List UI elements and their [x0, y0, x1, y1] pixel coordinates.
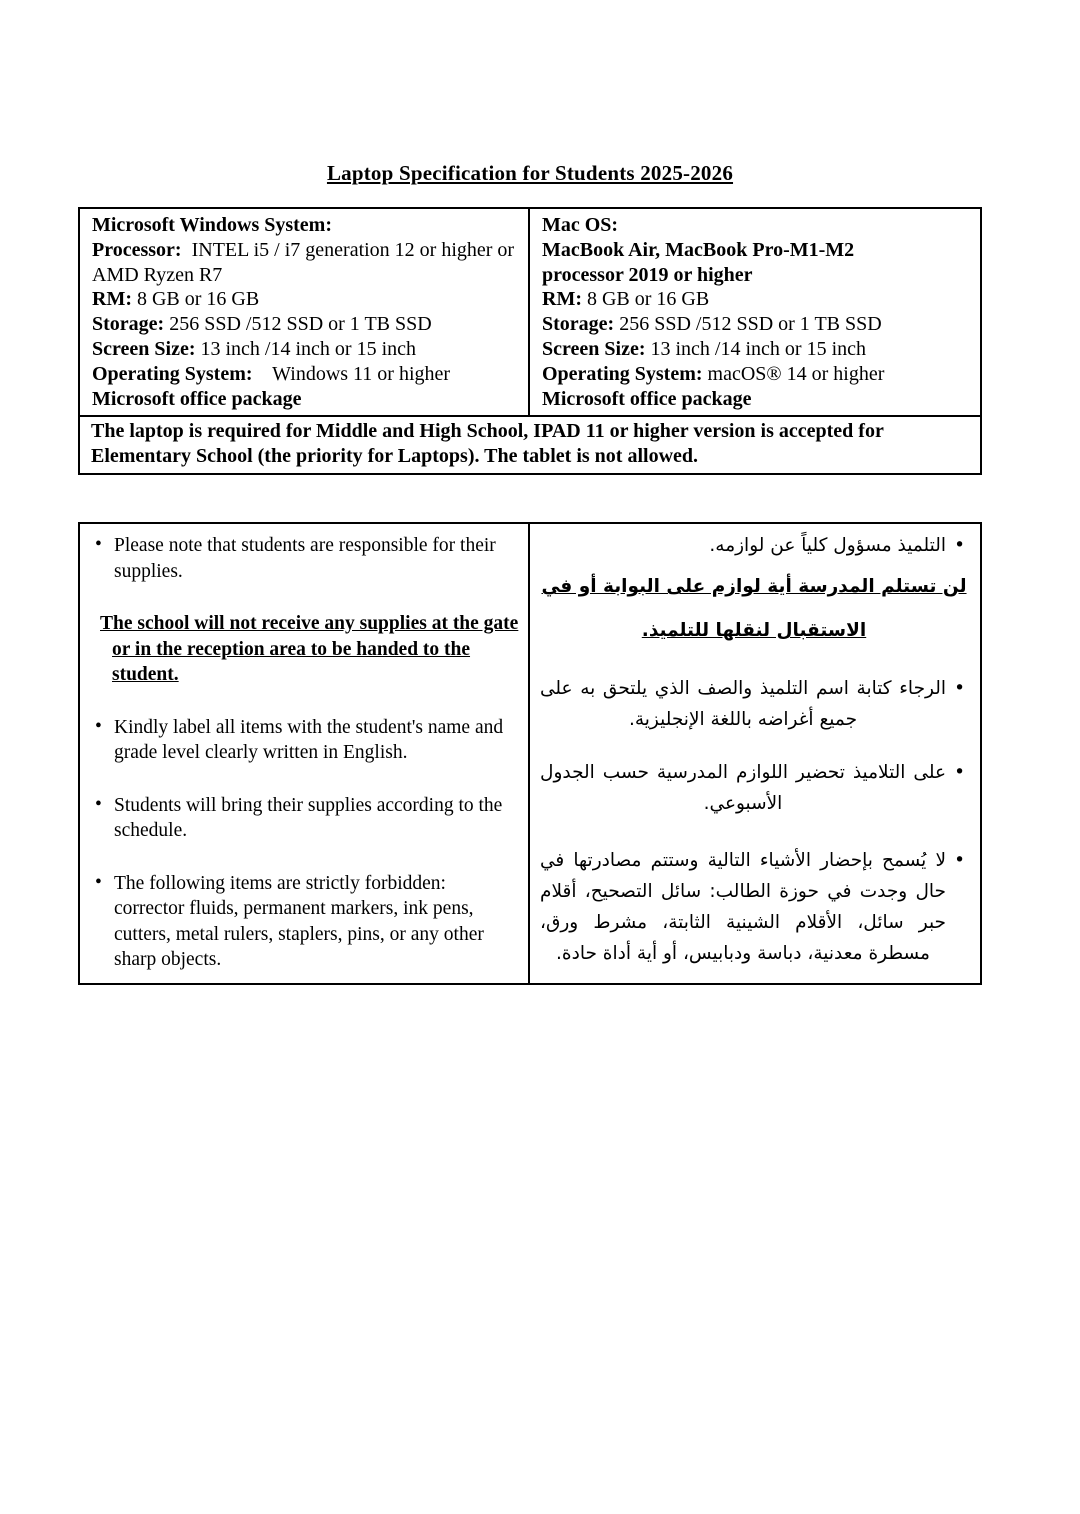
spec-table	[78, 207, 982, 475]
mac-screen-size: Screen Size: 13 inch /14 inch or 15 inch	[542, 337, 867, 360]
windows-ram: RM: 8 GB or 16 GB	[92, 288, 260, 311]
mac-storage: Storage: 256 SSD /512 SSD or 1 TB SSD	[542, 313, 882, 336]
windows-screen-size: Screen Size: 13 inch /14 inch or 15 inch	[92, 337, 417, 360]
windows-heading: Microsoft Windows System:	[92, 214, 332, 236]
spec-cell-windows	[80, 209, 530, 415]
rule-ar-warning: لن تستلم المدرسة أية لوازم على البوابة أو في الاستقبال لنقلها للتلميذ.	[541, 576, 967, 642]
bullet-icon: •	[954, 678, 965, 700]
bullet-icon: •	[954, 535, 965, 557]
mac-ram: RM: 8 GB or 16 GB	[542, 288, 710, 311]
mac-office: Microsoft office package	[542, 387, 752, 410]
rule-ar-label-items: • الرجاء كتابة اسم التلميذ والصف الذي يلتحق به على جميع أغراضه باللغة الإنجليزية.	[540, 673, 968, 735]
spec-table-row	[80, 209, 980, 415]
bullet-icon: •	[95, 715, 102, 737]
rule-en-responsible: • Please note that students are responsible for their supplies.	[95, 534, 496, 582]
bullet-icon: •	[95, 534, 102, 556]
windows-storage: Storage: 256 SSD /512 SSD or 1 TB SSD	[92, 313, 432, 336]
rules-table	[78, 522, 982, 985]
bullet-icon: •	[95, 793, 102, 815]
rules-cell-english	[80, 524, 530, 983]
mac-heading: Mac OS:	[542, 214, 619, 236]
rule-ar-responsible: • التلميذ مسؤول كلياً عن لوازمه.	[540, 530, 968, 561]
document-page	[78, 0, 982, 985]
spec-cell-mac	[530, 209, 980, 415]
windows-os: Operating System: Windows 11 or higher	[92, 362, 451, 385]
bullet-icon: •	[954, 762, 965, 784]
rule-en-warning: The school will not receive any supplies at the gate or in the reception area to be handed to the student.	[100, 613, 519, 686]
windows-processor: Processor: INTEL i5 / i7 generation 12 or higher or AMD Ryzen R7	[92, 238, 518, 286]
rule-ar-forbidden-items: • لا يُسمح بإحضار الأشياء التالية وستتم مصادرتها في حال وجدت في حوزة الطالب: سائل التصحيح، أقلام حبر سائل، الأقلام الشينية الثابتة، مشرط ورق، مسطرة معدنية، دباسة ودبابيس، أو أية أداة حادة.	[540, 845, 968, 969]
windows-office: Microsoft office package	[92, 387, 302, 410]
rule-en-label-items: • Kindly label all items with the student's name and grade level clearly written in English.	[95, 715, 504, 764]
rule-ar-schedule: • على التلاميذ تحضير اللوازم المدرسية حسب الجدول الأسبوعي.	[540, 757, 968, 819]
bullet-icon: •	[954, 850, 965, 872]
bullet-icon: •	[95, 871, 102, 893]
rule-en-schedule: • Students will bring their supplies according to the schedule.	[95, 793, 503, 842]
laptop-requirement-note: The laptop is required for Middle and High School, IPAD 11 or higher version is accepted for Elementary School (the priority for Laptops). The tablet is not allowed.	[80, 415, 980, 473]
page-title: Laptop Specification for Students 2025-2026	[326, 161, 734, 185]
mac-models: MacBook Air, MacBook Pro-M1-M2 processor 2019 or higher	[542, 238, 860, 286]
rules-cell-arabic	[530, 524, 980, 983]
mac-os: Operating System: macOS® 14 or higher	[542, 362, 885, 385]
rule-en-forbidden-items: • The following items are strictly forbidden: corrector fluids, permanent markers, ink pens, cutters, metal rulers, staplers, pins, or any other sharp objects.	[95, 871, 484, 971]
